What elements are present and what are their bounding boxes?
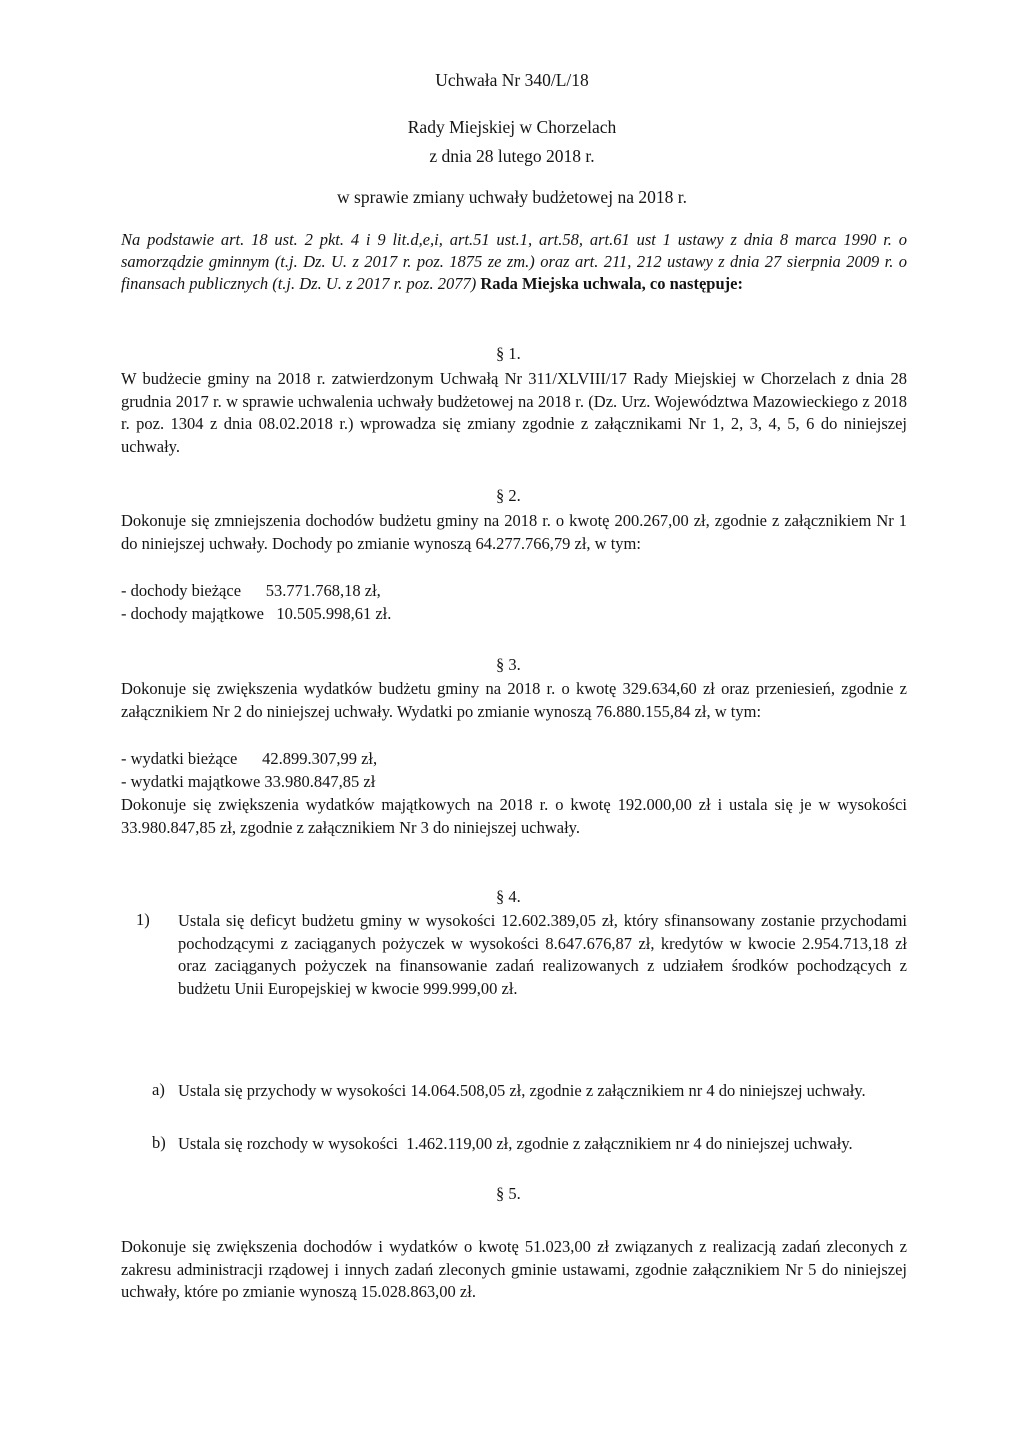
section-2-item-capital: - dochody majątkowe 10.505.998,61 zł. [121,604,392,623]
section-4-point-1-marker: 1) [136,910,150,929]
section-1-sign: § 1. [496,344,521,363]
section-3-item-capital: - wydatki majątkowe 33.980.847,85 zł [121,772,376,791]
section-4-point-1: Ustala się deficyt budżetu gminy w wysokości 12.602.389,05 zł, który sfinansowany zostanie przychodami pochodzącymi z zaciąganych pożyczek w wysokości 8.647.676,87 zł, kredytów w kwocie 2.954.713,18 zł oraz zaciąganych pożyczek na finansowanie zadań realizowanych z udziałem środków pochodzących z budżetu Unii Europejskiej w kwocie 999.999,00 zł. [178,911,907,998]
resolution-subject: w sprawie zmiany uchwały budżetowej na 2018 r. [337,187,687,207]
section-2-item-current: - dochody bieżące 53.771.768,18 zł, [121,581,381,600]
section-3-text-2: Dokonuje się zwiększenia wydatków majątkowych na 2018 r. o kwotę 192.000,00 zł i ustala się je w wysokości 33.980.847,85 zł, zgodnie z załącznikiem Nr 3 do niniejszej uchwały. [121,795,907,837]
section-4-sign: § 4. [496,887,521,906]
section-2-text: Dokonuje się zmniejszenia dochodów budżetu gminy na 2018 r. o kwotę 200.267,00 zł, zgodnie z załącznikiem Nr 1 do niniejszej uchwały. Dochody po zmianie wynoszą 64.277.766,79 zł, w tym: [121,511,907,553]
section-1-text: W budżecie gminy na 2018 r. zatwierdzonym Uchwałą Nr 311/XLVIII/17 Rady Miejskiej w Chorzelach z dnia 28 grudnia 2017 r. w sprawie uchwalenia uchwały budżetowej na 2018 r. (Dz. Urz. Województwa Mazowieckiego z 2018 r. poz. 1304 z dnia 08.02.2018 r.) wprowadza się zmiany zgodnie z załącznikami Nr 1, 2, 3, 4, 5, 6 do niniejszej uchwały. [121,369,907,456]
legal-basis [121,229,907,295]
legal-basis-text: Na podstawie art. 18 ust. 2 pkt. 4 i 9 lit.d,e,i, art.51 ust.1, art.58, art.61 ust 1 ustawy z dnia 8 marca 1990 r. o samorządzie gminnym (t.j. Dz. U. z 2017 r. poz. 1875 ze zm.) oraz art. 211, 212 ustawy z dnia 27 sierpnia 2009 r. o finansach publicznych (t.j. Dz. U. z 2017 r. poz. 2077) [121,230,907,293]
resolution-title: Uchwała Nr 340/L/18 [435,70,589,90]
section-3-item-current: - wydatki bieżące 42.899.307,99 zł, [121,749,378,768]
section-5-sign: § 5. [496,1184,521,1203]
section-5-text: Dokonuje się zwiększenia dochodów i wydatków o kwotę 51.023,00 zł związanych z realizacją zadań zleconych z zakresu administracji rządowej i innych zadań zleconych gminie ustawami, zgodnie załącznikiem Nr 5 do niniejszej uchwały, które po zmianie wynoszą 15.028.863,00 zł. [121,1237,907,1301]
section-3-sign: § 3. [496,655,521,674]
section-2-sign: § 2. [496,486,521,505]
section-3-text: Dokonuje się zwiększenia wydatków budżetu gminy na 2018 r. o kwotę 329.634,60 zł oraz przeniesień, zgodnie z załącznikiem Nr 2 do niniejszej uchwały. Wydatki po zmianie wynoszą 76.880.155,84 zł, w tym: [121,679,907,721]
section-4-point-b-marker: b) [152,1133,166,1152]
section-4-point-a-marker: a) [152,1080,165,1099]
section-4-point-a: Ustala się przychody w wysokości 14.064.508,05 zł, zgodnie z załącznikiem nr 4 do niniejszej uchwały. [178,1081,866,1100]
legal-basis-conclusion: Rada Miejska uchwala, co następuje: [480,274,743,293]
resolution-date: z dnia 28 lutego 2018 r. [429,146,595,166]
council-name: Rady Miejskiej w Chorzelach [407,117,617,137]
section-4-point-b: Ustala się rozchody w wysokości 1.462.119,00 zł, zgodnie z załącznikiem nr 4 do niniejszej uchwały. [178,1134,853,1153]
